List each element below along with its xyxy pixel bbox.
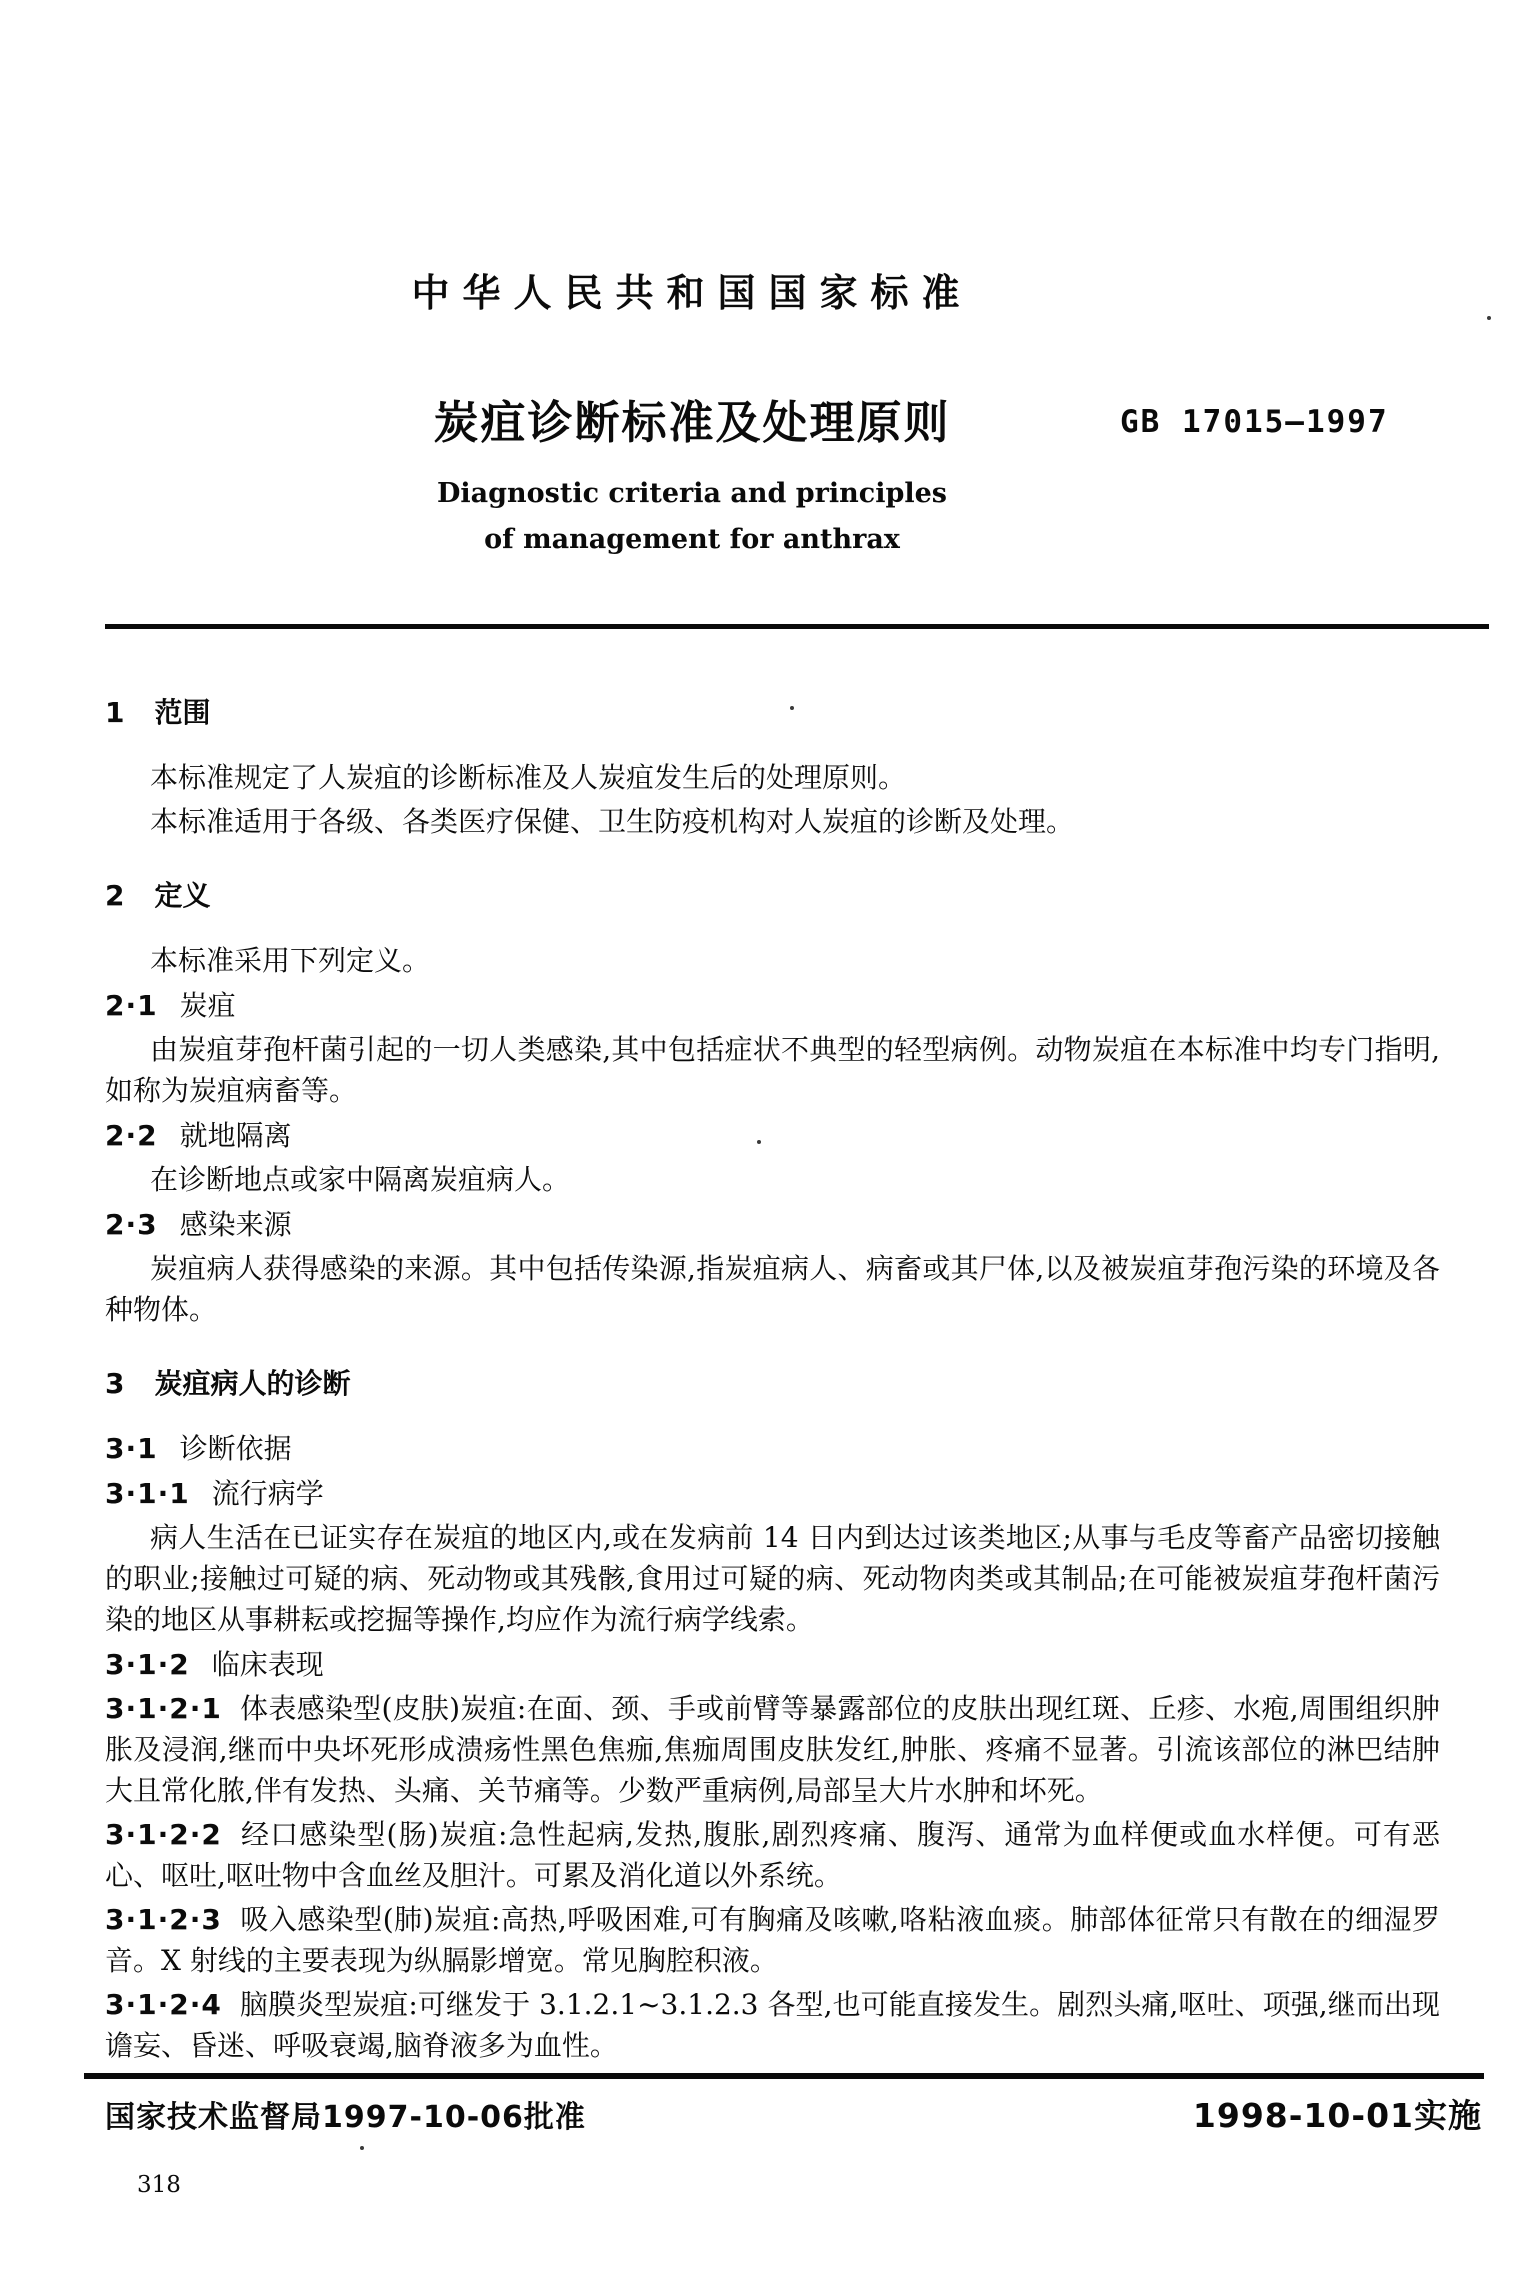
paragraph: 本标准采用下列定义。	[150, 944, 431, 977]
approval-text: 国家技术监督局1997-10-06批准	[105, 2100, 586, 2135]
clause-paragraph-3-1-2-4	[105, 1984, 1440, 2066]
clause-text: 吸入感染型(肺)炭疽:高热,呼吸困难,可有胸痛及咳嗽,咯粘液血痰。肺部体征常只有散在的细湿罗音。X 射线的主要表现为纵膈影增宽。常见胸腔积液。	[105, 1903, 1440, 1977]
clause-paragraph-3-1-2-1	[105, 1688, 1440, 1811]
subsection-heading-2-2	[105, 1115, 1440, 1156]
section-heading-1	[105, 692, 1440, 733]
clause-title: 炭疽	[179, 989, 236, 1022]
scan-artifact-dot	[1487, 316, 1491, 320]
clause-text: 经口感染型(肠)炭疽:急性起病,发热,腹胀,剧烈疼痛、腹泻、通常为血样便或血水样便。可有恶心、呕吐,呕吐物中含血丝及胆汁。可累及消化道以外系统。	[105, 1818, 1440, 1892]
english-title-line2: of management for anthrax	[484, 524, 900, 555]
document-title: 炭疽诊断标准及处理原则	[433, 396, 951, 449]
subsection-heading-3-1-1	[105, 1473, 1440, 1514]
paragraph: 病人生活在已证实存在炭疽的地区内,或在发病前 14 日内到达过该类地区;从事与毛皮等畜产品密切接触的职业;接触过可疑的病、死动物或其残骸,食用过可疑的病、死动物肉类或其制品;在可能被炭疽芽孢杆菌污染的地区从事耕耘或挖掘等操作,均应作为流行病学线索。	[105, 1521, 1440, 1636]
subsection-heading-2-1	[105, 985, 1440, 1026]
section-title: 范围	[154, 696, 211, 729]
clause-text: 体表感染型(皮肤)炭疽:在面、颈、手或前臂等暴露部位的皮肤出现红斑、丘疹、水疱,周围组织肿胀及浸润,继而中央坏死形成溃疡性黑色焦痂,焦痂周围皮肤发红,肿胀、疼痛不显著。引流该部位的淋巴结肿大且常化脓,伴有发热、头痛、关节痛等。少数严重病例,局部呈大片水肿和坏死。	[105, 1692, 1440, 1807]
clause-number: 3·1·2·2	[105, 1818, 222, 1851]
clause-title: 感染来源	[179, 1208, 292, 1241]
clause-number: 3·1·2·1	[105, 1692, 222, 1725]
scan-artifact-dot	[757, 1140, 761, 1144]
clause-number: 3·1·2·4	[105, 1988, 222, 2021]
subsection-heading-3-1-2	[105, 1644, 1440, 1685]
clause-number: 3·1·2·3	[105, 1903, 222, 1936]
paragraph: 本标准规定了人炭疽的诊断标准及人炭疽发生后的处理原则。	[150, 761, 907, 794]
clause-number: 3·1·2	[105, 1648, 190, 1681]
section-number: 1	[105, 696, 125, 729]
subsection-heading-2-3	[105, 1204, 1440, 1245]
clause-number: 2·3	[105, 1208, 158, 1241]
clause-number: 3·1	[105, 1432, 158, 1465]
paragraph: 炭疽病人获得感染的来源。其中包括传染源,指炭疽病人、病畜或其尸体,以及被炭疽芽孢污染的环境及各种物体。	[105, 1252, 1440, 1326]
subsection-heading-3-1	[105, 1428, 1440, 1469]
header-divider-rule	[105, 624, 1489, 629]
section-title: 定义	[154, 879, 211, 912]
section-heading-2	[105, 875, 1440, 916]
page-number: 318	[137, 2172, 181, 2198]
footer-divider-rule	[84, 2073, 1484, 2079]
clause-title: 就地隔离	[179, 1119, 292, 1152]
footer	[105, 2090, 1482, 2137]
scan-artifact-dot	[360, 2146, 364, 2150]
implementation-text: 1998-10-01实施	[1192, 2096, 1482, 2135]
english-title-line1: Diagnostic criteria and principles	[436, 478, 947, 509]
clause-number: 2·1	[105, 989, 158, 1022]
clause-title: 诊断依据	[179, 1432, 292, 1465]
clause-number: 2·2	[105, 1119, 158, 1152]
standard-code: GB 17015—1997	[1120, 404, 1389, 440]
clause-paragraph-3-1-2-2	[105, 1814, 1440, 1896]
section-number: 2	[105, 879, 125, 912]
paragraph: 由炭疽芽孢杆菌引起的一切人类感染,其中包括症状不典型的轻型病例。动物炭疽在本标准中均专门指明,如称为炭疽病畜等。	[105, 1033, 1440, 1107]
section-number: 3	[105, 1367, 125, 1400]
document-body	[105, 692, 1440, 2066]
section-heading-3	[105, 1363, 1440, 1404]
paragraph: 在诊断地点或家中隔离炭疽病人。	[150, 1163, 571, 1196]
clause-paragraph-3-1-2-3	[105, 1899, 1440, 1981]
paragraph: 本标准适用于各级、各类医疗保健、卫生防疫机构对人炭疽的诊断及处理。	[150, 805, 1075, 838]
section-title: 炭疽病人的诊断	[154, 1367, 351, 1400]
clause-number: 3·1·1	[105, 1477, 190, 1510]
clause-text: 脑膜炎型炭疽:可继发于 3.1.2.1~3.1.2.3 各型,也可能直接发生。剧烈头痛,呕吐、项强,继而出现谵妄、昏迷、呼吸衰竭,脑脊液多为血性。	[105, 1988, 1440, 2062]
standard-org-title: 中华人民共和国国家标准	[411, 271, 973, 315]
clause-title: 流行病学	[211, 1477, 324, 1510]
clause-title: 临床表现	[211, 1648, 324, 1681]
scan-artifact-dot	[790, 706, 794, 710]
